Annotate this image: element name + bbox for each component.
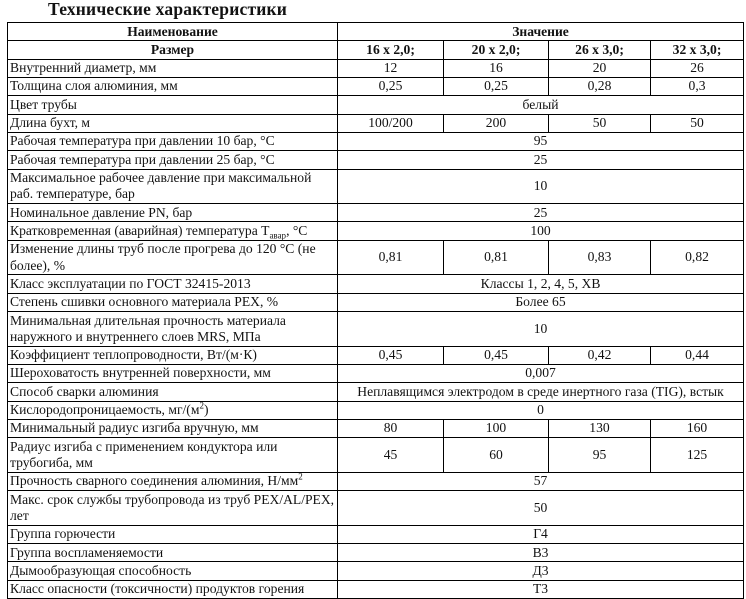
value-span-cell: 10 [338,312,744,347]
value-cell: 20 [549,59,651,77]
row-name-text: Кислородопроницаемость, мг/(м [10,402,200,418]
value-cell: 26 [651,59,744,77]
value-span-cell: 50 [338,491,744,526]
value-span-cell: Т3 [338,580,744,598]
value-cell: 0,25 [338,77,444,95]
value-span-cell: 25 [338,151,744,169]
value-cell: 0,45 [338,346,444,364]
size-cell: 32 х 3,0; [651,41,744,59]
size-cell: 16 х 2,0; [338,41,444,59]
row-name-cell [8,472,338,490]
value-cell: 0,81 [444,240,549,275]
table-row [8,114,744,132]
value-cell: 0,81 [338,240,444,275]
size-cell: 26 х 3,0; [549,41,651,59]
table-row [8,312,744,347]
value-cell: 60 [444,438,549,473]
table-row [8,472,744,490]
value-cell: 50 [549,114,651,132]
value-span-cell: Д3 [338,562,744,580]
row-name-cell: Макс. срок службы трубопровода из труб РЕХ/AL/РЕХ, лет [8,491,338,526]
value-cell: 0,3 [651,77,744,95]
table-header-row [8,23,744,41]
superscript-text: 2 [298,471,303,482]
table-row [8,293,744,311]
value-span-cell: 0,007 [338,364,744,382]
row-name-cell: Группа горючести [8,525,338,543]
value-cell: 12 [338,59,444,77]
value-cell: 130 [549,419,651,437]
row-name-cell: Радиус изгиба с применением кондуктора или трубогиба, мм [8,438,338,473]
value-cell: 125 [651,438,744,473]
table-row [8,346,744,364]
value-span-cell: белый [338,96,744,114]
value-cell: 100/200 [338,114,444,132]
value-cell: 100 [444,419,549,437]
table-row [8,222,744,240]
value-cell: 0,45 [444,346,549,364]
row-name-cell: Минимальный радиус изгиба вручную, мм [8,419,338,437]
value-span-cell: 25 [338,204,744,222]
row-name-cell: Степень сшивки основного материала РЕХ, % [8,293,338,311]
page-title: Технические характеристики [48,0,288,19]
table-row [8,383,744,401]
table-row [8,580,744,598]
row-name-cell: Коэффициент теплопроводности, Вт/(м·К) [8,346,338,364]
value-cell: 0,83 [549,240,651,275]
table-row [8,240,744,275]
value-cell: 0,44 [651,346,744,364]
row-name-cell: Максимальное рабочее давление при максимальной раб. температуре, бар [8,169,338,204]
table-row [8,77,744,95]
superscript-text: 2 [199,400,204,411]
table-row [8,169,744,204]
row-name-cell: Толщина слоя алюминия, мм [8,77,338,95]
size-cell: 20 х 2,0; [444,41,549,59]
row-name-cell: Группа воспламеняемости [8,544,338,562]
row-name-cell: Рабочая температура при давлении 10 бар, °С [8,132,338,150]
table-row [8,132,744,150]
table-row [8,59,744,77]
value-span-cell: Неплавящимся электродом в среде инертного газа (TIG), встык [338,383,744,401]
row-name-text: ) [203,402,209,418]
value-span-cell: 10 [338,169,744,204]
row-name-text: , °С [286,222,308,238]
value-cell: 16 [444,59,549,77]
table-size-row [8,41,744,59]
header-name-col: Наименование [8,23,338,41]
table-row [8,401,744,419]
table-row [8,525,744,543]
value-cell: 95 [549,438,651,473]
row-name-cell [8,222,338,240]
table-row [8,204,744,222]
value-cell: 50 [651,114,744,132]
size-label-cell: Размер [8,41,338,59]
table-row [8,562,744,580]
row-name-cell: Класс опасности (токсичности) продуктов горения [8,580,338,598]
row-name-cell [8,401,338,419]
value-cell: 160 [651,419,744,437]
row-name-cell: Длина бухт, м [8,114,338,132]
row-name-cell: Рабочая температура при давлении 25 бар, °С [8,151,338,169]
row-name-cell: Внутренний диаметр, мм [8,59,338,77]
value-span-cell: 57 [338,472,744,490]
value-span-cell: 0 [338,401,744,419]
value-span-cell: Г4 [338,525,744,543]
table-row [8,364,744,382]
row-name-cell: Цвет трубы [8,96,338,114]
row-name-cell: Дымообразующая способность [8,562,338,580]
table-row [8,96,744,114]
value-span-cell: 100 [338,222,744,240]
row-name-cell: Изменение длины труб после прогрева до 120 °С (не более), % [8,240,338,275]
table-row [8,275,744,293]
table-row [8,151,744,169]
value-cell: 45 [338,438,444,473]
subscript-text: авар [269,230,287,241]
value-cell: 0,82 [651,240,744,275]
row-name-cell: Номинальное давление PN, бар [8,204,338,222]
header-value-col: Значение [338,23,744,41]
row-name-text: Кратковременная (аварийная) температура Т [10,222,270,238]
row-name-cell: Класс эксплуатации по ГОСТ 32415-2013 [8,275,338,293]
value-span-cell: В3 [338,544,744,562]
value-cell: 80 [338,419,444,437]
value-span-cell: Более 65 [338,293,744,311]
table-row [8,491,744,526]
value-cell: 0,28 [549,77,651,95]
table-row [8,438,744,473]
row-name-cell: Шероховатость внутренней поверхности, мм [8,364,338,382]
row-name-cell: Минимальная длительная прочность материала наружного и внутреннего слоев MRS, МПа [8,312,338,347]
table-row [8,544,744,562]
row-name-text: Прочность сварного соединения алюминия, Н/мм [10,473,299,489]
specs-table [7,22,744,599]
value-cell: 0,42 [549,346,651,364]
row-name-cell: Способ сварки алюминия [8,383,338,401]
table-row [8,419,744,437]
value-span-cell: Классы 1, 2, 4, 5, ХВ [338,275,744,293]
value-span-cell: 95 [338,132,744,150]
value-cell: 0,25 [444,77,549,95]
value-cell: 200 [444,114,549,132]
